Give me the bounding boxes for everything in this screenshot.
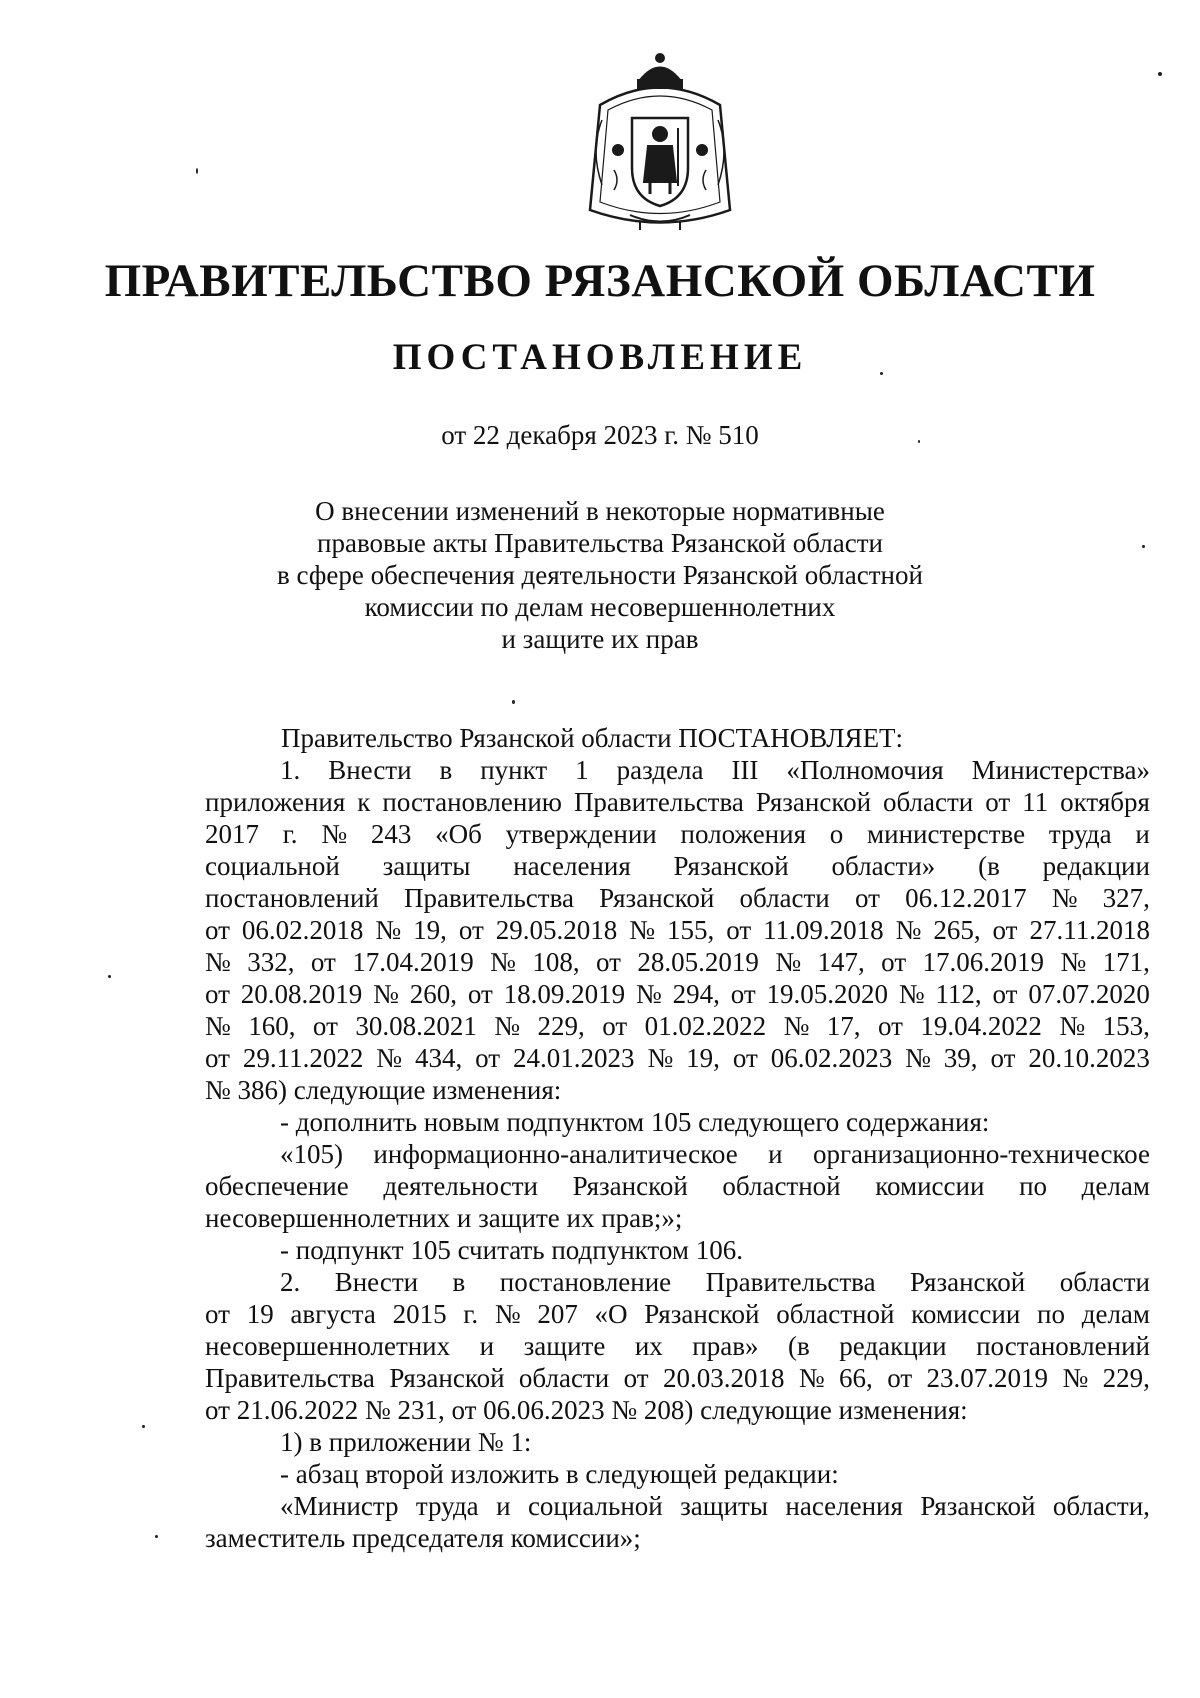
item1-line (205, 946, 1150, 978)
word: «Министр (280, 1491, 399, 1521)
word: комиссии (875, 1171, 985, 1201)
subject-line: правовые акты Правительства Рязанской области (317, 528, 883, 558)
item2-line (205, 1330, 1150, 1362)
word: обеспечение (205, 1171, 349, 1201)
word: № (376, 1043, 403, 1073)
word: и (768, 1139, 783, 1169)
word: и (1135, 819, 1150, 849)
word: 112, (935, 979, 982, 1009)
scan-speck (155, 1535, 158, 1538)
word: области (518, 1363, 610, 1393)
word: «Полномочия (786, 755, 944, 785)
item2-line (205, 1298, 1150, 1330)
word: от (887, 1363, 913, 1393)
item1-line (205, 978, 1150, 1010)
document-type: ПОСТАНОВЛЕНИЕ (392, 337, 808, 378)
item2-subitem: - абзац второй изложить в следующей редакции: (280, 1459, 839, 1489)
word: Внести (334, 1267, 419, 1297)
word: № (1059, 1011, 1086, 1041)
word: 294, (672, 979, 720, 1009)
word: и (496, 1491, 511, 1521)
word: 29.11.2022 (242, 1043, 364, 1073)
word: информационно-аналитическое (373, 1139, 738, 1169)
word: от (596, 947, 621, 977)
word: октября (1060, 787, 1150, 817)
word: № (375, 915, 402, 945)
word: № (1051, 883, 1078, 913)
subject-line: и защите их прав (501, 624, 699, 654)
word: № (1060, 947, 1087, 977)
item1-subitem: - подпункт 105 считать подпунктом 106. (280, 1235, 743, 1265)
word: 229, (1102, 1363, 1150, 1393)
word: труда (415, 1491, 479, 1521)
word: приложения (205, 787, 346, 817)
word: № (490, 947, 516, 977)
word: труда (1048, 819, 1112, 849)
word: от (732, 1043, 758, 1073)
word: 06.12.2017 (905, 883, 1027, 913)
word: августа (290, 1299, 376, 1329)
word: в (452, 1267, 466, 1297)
word: от (992, 915, 1018, 945)
word: № (783, 1011, 810, 1041)
scan-speck (880, 372, 883, 375)
word: 19.05.2020 (766, 979, 888, 1009)
item1-quote-line: несовершеннолетних и защите их прав;»; (205, 1203, 683, 1233)
word: 06.02.2023 (770, 1043, 893, 1073)
word: Министерства» (971, 755, 1150, 785)
word: защиты (680, 1491, 768, 1521)
scan-speck (512, 700, 515, 704)
word: № (905, 1043, 931, 1073)
word: Правительства (705, 1267, 876, 1297)
word: 160, (248, 1011, 296, 1041)
item2-subitem: 1) в приложении № 1: (280, 1427, 532, 1457)
word: от (310, 947, 336, 977)
item1-line (205, 818, 1150, 850)
word: от (726, 915, 752, 945)
word: № (321, 819, 348, 849)
word: от (205, 1043, 230, 1073)
word: областной (776, 1299, 895, 1329)
word: 19 (246, 1299, 274, 1329)
word: 20.03.2018 (662, 1363, 785, 1393)
word: № (647, 1043, 674, 1073)
word: 20.08.2019 (240, 979, 363, 1009)
coat-of-arms-icon (580, 50, 740, 235)
item1-line (205, 786, 1150, 818)
subject-line: в сфере обеспечения деятельности Рязанской областной (277, 560, 923, 590)
subject-line: О внесении изменений в некоторые нормативные (315, 496, 885, 526)
organization-title: ПРАВИТЕЛЬСТВО РЯЗАНСКОЙ ОБЛАСТИ (104, 255, 1096, 307)
word: 39, (943, 1043, 978, 1073)
word: Рязанской (644, 1299, 760, 1329)
word: о (829, 819, 844, 849)
item1-line: № 386) следующие изменения: (205, 1075, 562, 1105)
word: № (895, 915, 922, 945)
word: социальной (205, 851, 340, 881)
word: № (373, 979, 399, 1009)
word: 11.09.2018 (763, 915, 884, 945)
word: «О (594, 1299, 628, 1329)
word: постановлений (205, 883, 379, 913)
word: по (1037, 1299, 1065, 1329)
word: III (731, 755, 759, 785)
word: положения (680, 819, 806, 849)
item1-line (205, 882, 1150, 914)
word: 265, (933, 915, 981, 945)
word: в (439, 755, 453, 785)
word: защите (523, 1331, 606, 1361)
document-subject (0, 495, 1200, 655)
word: Правительства (205, 1363, 375, 1393)
word: 207 (537, 1299, 578, 1329)
word: социальной (527, 1491, 663, 1521)
word: деятельности (383, 1171, 538, 1201)
word: редакции (1042, 851, 1150, 881)
word: делам (1081, 1171, 1150, 1201)
word: 1. (280, 755, 301, 785)
word: 327, (1102, 883, 1150, 913)
word: 17.04.2019 (352, 947, 474, 977)
scan-speck (1158, 72, 1162, 76)
word: организационно-техническое (812, 1139, 1150, 1169)
word: 66, (839, 1363, 873, 1393)
word: постановление (499, 1267, 672, 1297)
word: «Об (435, 819, 482, 849)
word: (в (978, 851, 1000, 881)
word: к (357, 787, 371, 817)
item2-quote-line: заместитель председателя комиссии»; (205, 1523, 641, 1553)
item1-quote-line (205, 1170, 1150, 1202)
word: 434, (414, 1043, 463, 1073)
word: от (475, 1043, 501, 1073)
item1-subitem: - дополнить новым подпунктом 105 следующего содержания: (280, 1107, 990, 1137)
word: комиссии (911, 1299, 1021, 1329)
word: и (479, 1331, 495, 1361)
word: министерстве (867, 819, 1026, 849)
item2-line (205, 1266, 1150, 1298)
word: от (205, 915, 230, 945)
word: от (854, 883, 880, 913)
word: Рязанской (389, 1363, 505, 1393)
word: № (494, 1011, 521, 1041)
word: постановлению (382, 787, 562, 817)
word: Рязанской (572, 1171, 688, 1201)
word: постановлений (976, 1331, 1150, 1361)
word: 29.05.2018 (495, 915, 618, 945)
word: № (205, 947, 231, 977)
word: Правительства (573, 787, 744, 817)
word: 06.02.2018 (241, 915, 364, 945)
word: 20.10.2023 (1028, 1043, 1150, 1073)
word: № (635, 979, 662, 1009)
word: редакции (839, 1331, 947, 1361)
word: от (985, 787, 1011, 817)
word: от (205, 1299, 230, 1329)
word: Правительства (404, 883, 574, 913)
item2-line (205, 1362, 1150, 1394)
word: Рязанской (910, 1267, 1026, 1297)
item1-line (205, 914, 1150, 946)
word: от (205, 979, 230, 1009)
word: утверждении (505, 819, 657, 849)
word: 155, (666, 915, 715, 945)
word: делам (1081, 1299, 1150, 1329)
word: 108, (532, 947, 580, 977)
word: 18.09.2019 (503, 979, 626, 1009)
word: 171, (1102, 947, 1150, 977)
word: несовершеннолетних (205, 1331, 451, 1361)
word: защиты (382, 851, 471, 881)
word: № (775, 947, 802, 977)
item2-quote-line (205, 1490, 1150, 1522)
word: области, (1052, 1491, 1150, 1521)
scan-speck (196, 168, 198, 174)
word: от (623, 1363, 649, 1393)
word: от (877, 1011, 903, 1041)
word: пункт (480, 755, 548, 785)
word: № (1062, 1363, 1089, 1393)
word: № (898, 979, 925, 1009)
word: 260, (409, 979, 457, 1009)
word: «105) (280, 1139, 343, 1169)
word: 24.01.2023 (513, 1043, 635, 1073)
word: 2015 (392, 1299, 447, 1329)
word: 19, (413, 915, 447, 945)
word: от (602, 1011, 628, 1041)
word: области (739, 883, 830, 913)
word: 07.07.2020 (1028, 979, 1150, 1009)
document-date-number: от 22 декабря 2023 г. № 510 (441, 420, 759, 450)
scan-speck (918, 440, 920, 443)
word: 19, (686, 1043, 720, 1073)
scan-speck (108, 975, 111, 978)
word: 11 (1022, 787, 1049, 817)
word: от (458, 915, 484, 945)
word: г. (463, 1299, 479, 1329)
scan-speck (1142, 545, 1145, 548)
word: 1 (575, 755, 589, 785)
word: раздела (616, 755, 704, 785)
word: 332, (247, 947, 295, 977)
scan-speck (142, 1425, 145, 1428)
word: 2017 (205, 819, 259, 849)
item1-line (205, 754, 1150, 786)
item1-quote-line (205, 1138, 1150, 1170)
word: № (205, 1011, 231, 1041)
word: 30.08.2021 (355, 1011, 477, 1041)
word: 27.11.2018 (1029, 915, 1150, 945)
word: Внести (328, 755, 412, 785)
word: 23.07.2019 (926, 1363, 1049, 1393)
word: области (882, 787, 974, 817)
item1-line (205, 1042, 1150, 1074)
word: Рязанской (755, 787, 872, 817)
word: от (730, 979, 756, 1009)
word: г. (282, 819, 298, 849)
word: 243 (370, 819, 412, 849)
word: от (992, 979, 1018, 1009)
word: 147, (817, 947, 865, 977)
word: области (1059, 1267, 1150, 1297)
word: 01.02.2022 (644, 1011, 767, 1041)
word: населения (785, 1491, 903, 1521)
word: 2. (280, 1267, 301, 1297)
word: 17.06.2019 (922, 947, 1045, 977)
word: от (467, 979, 493, 1009)
item1-line (205, 1010, 1150, 1042)
word: их (634, 1331, 663, 1361)
word: от (990, 1043, 1016, 1073)
word: Рязанской (673, 851, 789, 881)
word: от (881, 947, 907, 977)
word: 19.04.2022 (920, 1011, 1042, 1041)
word: (в (788, 1331, 810, 1361)
word: № (629, 915, 655, 945)
word: 17, (826, 1011, 861, 1041)
word: № (494, 1299, 521, 1329)
item2-line: от 21.06.2022 № 231, от 06.06.2023 № 208) следующие изменения: (205, 1395, 968, 1425)
word: № (798, 1363, 825, 1393)
word: прав» (692, 1331, 759, 1361)
subject-line: комиссии по делам несовершеннолетних (364, 592, 836, 622)
preamble: Правительство Рязанской области ПОСТАНОВЛЯЕТ: (281, 723, 904, 753)
word: 229, (537, 1011, 585, 1041)
document-body (205, 722, 1150, 1554)
word: населения (513, 851, 631, 881)
word: областной (722, 1171, 841, 1201)
item1-line (205, 850, 1150, 882)
word: Рязанской (599, 883, 715, 913)
word: области» (831, 851, 936, 881)
word: 153, (1102, 1011, 1150, 1041)
word: по (1019, 1171, 1048, 1201)
word: Рязанской (920, 1491, 1036, 1521)
word: 28.05.2019 (637, 947, 759, 977)
word: от (312, 1011, 338, 1041)
